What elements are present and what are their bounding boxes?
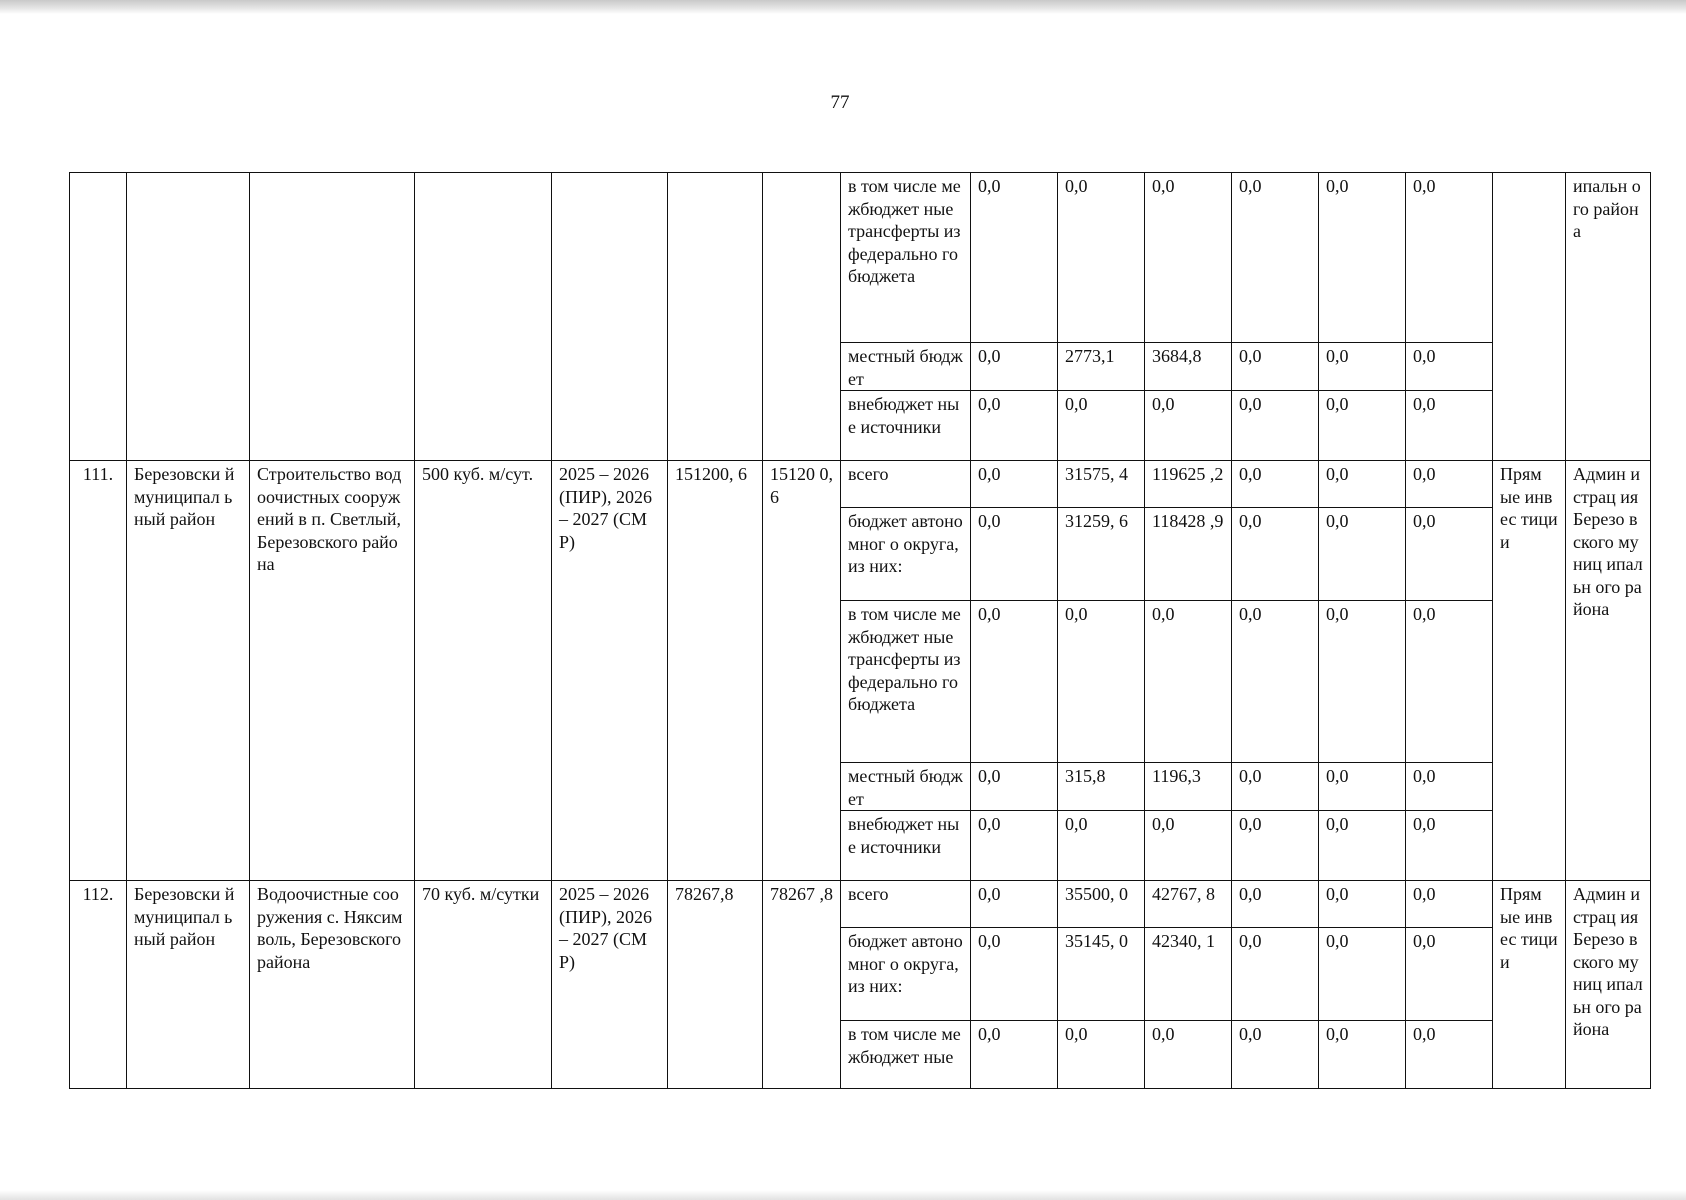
value-cell: 0,0 <box>1406 461 1493 508</box>
investment-table <box>69 172 1651 1089</box>
investment-form-cell: Прям ые инвес тици и <box>1493 461 1566 881</box>
value-cell: 3684,8 <box>1145 343 1232 391</box>
row-number-cell <box>70 173 127 461</box>
object-name-cell <box>250 173 415 461</box>
value-cell: 0,0 <box>1232 391 1319 461</box>
value-cell: 0,0 <box>1319 811 1406 881</box>
value-cell: 0,0 <box>1406 928 1493 1021</box>
capacity-cell: 500 куб. м/сут. <box>415 461 552 881</box>
period-cell: 2025 – 2026 (ПИР), 2026 – 2027 (СМР) <box>552 461 668 881</box>
value-cell: 0,0 <box>1406 508 1493 601</box>
district-cell: Березовски й муниципал ьный район <box>127 881 250 1089</box>
value-cell: 0,0 <box>1319 508 1406 601</box>
value-cell: 0,0 <box>1232 461 1319 508</box>
period-cell <box>552 173 668 461</box>
value-cell: 0,0 <box>1232 928 1319 1021</box>
funding-source-cell: внебюджет ные источники <box>841 811 971 881</box>
investment-form-cell <box>1493 173 1566 461</box>
value-cell: 0,0 <box>971 811 1058 881</box>
estimated-cost-cell: 78267,8 <box>668 881 763 1089</box>
value-cell: 0,0 <box>971 928 1058 1021</box>
funding-source-cell: бюджет автономног о округа, из них: <box>841 928 971 1021</box>
value-cell: 0,0 <box>971 881 1058 928</box>
value-cell: 0,0 <box>1145 173 1232 343</box>
value-cell: 0,0 <box>971 763 1058 811</box>
funding-source-cell: в том числе межбюджет ные <box>841 1021 971 1089</box>
capacity-cell <box>415 173 552 461</box>
value-cell: 0,0 <box>1319 391 1406 461</box>
value-cell: 0,0 <box>1145 601 1232 763</box>
value-cell: 315,8 <box>1058 763 1145 811</box>
estimated-cost-cell: 151200, 6 <box>668 461 763 881</box>
value-cell: 0,0 <box>1406 391 1493 461</box>
value-cell: 0,0 <box>971 1021 1058 1089</box>
value-cell: 0,0 <box>1145 391 1232 461</box>
value-cell: 0,0 <box>1319 763 1406 811</box>
value-cell: 1196,3 <box>1145 763 1232 811</box>
value-cell: 0,0 <box>971 461 1058 508</box>
value-cell: 0,0 <box>1232 173 1319 343</box>
funding-source-cell: местный бюджет <box>841 763 971 811</box>
value-cell: 0,0 <box>1058 601 1145 763</box>
value-cell: 0,0 <box>1232 763 1319 811</box>
value-cell: 0,0 <box>1232 343 1319 391</box>
funding-source-cell: всего <box>841 461 971 508</box>
value-cell: 0,0 <box>971 343 1058 391</box>
value-cell: 0,0 <box>971 508 1058 601</box>
value-cell: 0,0 <box>1319 928 1406 1021</box>
value-cell: 0,0 <box>1319 881 1406 928</box>
value-cell: 35145, 0 <box>1058 928 1145 1021</box>
value-cell: 2773,1 <box>1058 343 1145 391</box>
administrator-cell: ипальн ого района <box>1566 173 1651 461</box>
value-cell: 0,0 <box>1058 391 1145 461</box>
row-number-cell: 112. <box>70 881 127 1089</box>
funding-source-cell: в том числе межбюджет ные трансферты из федерально го бюджета <box>841 601 971 763</box>
capacity-cell: 70 куб. м/сутки <box>415 881 552 1089</box>
value-cell: 31575, 4 <box>1058 461 1145 508</box>
value-cell: 0,0 <box>971 391 1058 461</box>
value-cell: 42767, 8 <box>1145 881 1232 928</box>
row-number-cell: 111. <box>70 461 127 881</box>
value-cell: 31259, 6 <box>1058 508 1145 601</box>
table-row <box>70 173 1651 343</box>
investment-form-cell: Прям ые инвес тици и <box>1493 881 1566 1089</box>
value-cell: 0,0 <box>1232 601 1319 763</box>
scan-edge-bottom <box>0 1190 1686 1200</box>
value-cell: 0,0 <box>1319 1021 1406 1089</box>
total-cost-cell: 78267 ,8 <box>763 881 841 1089</box>
value-cell: 0,0 <box>971 173 1058 343</box>
value-cell: 0,0 <box>1319 461 1406 508</box>
value-cell: 42340, 1 <box>1145 928 1232 1021</box>
value-cell: 0,0 <box>1406 173 1493 343</box>
value-cell: 0,0 <box>1319 343 1406 391</box>
estimated-cost-cell <box>668 173 763 461</box>
value-cell: 0,0 <box>1319 173 1406 343</box>
district-cell: Березовски й муниципал ьный район <box>127 461 250 881</box>
funding-source-cell: всего <box>841 881 971 928</box>
page-number: 77 <box>830 92 850 113</box>
table-row <box>70 461 1651 508</box>
value-cell: 0,0 <box>1145 1021 1232 1089</box>
value-cell: 0,0 <box>1058 173 1145 343</box>
period-cell: 2025 – 2026 (ПИР), 2026 – 2027 (СМР) <box>552 881 668 1089</box>
district-cell <box>127 173 250 461</box>
value-cell: 0,0 <box>1406 763 1493 811</box>
scan-edge-top <box>0 0 1686 14</box>
value-cell: 0,0 <box>1232 508 1319 601</box>
value-cell: 118428 ,9 <box>1145 508 1232 601</box>
administrator-cell: Админ истрац ия Березо вского муниц ипальн ого района <box>1566 461 1651 881</box>
object-name-cell: Строительство водоочистных сооружений в п. Светлый, Березовского района <box>250 461 415 881</box>
value-cell: 0,0 <box>1058 1021 1145 1089</box>
funding-source-cell: в том числе межбюджет ные трансферты из федерально го бюджета <box>841 173 971 343</box>
value-cell: 0,0 <box>1406 601 1493 763</box>
value-cell: 0,0 <box>1406 343 1493 391</box>
total-cost-cell <box>763 173 841 461</box>
table-row <box>70 881 1651 928</box>
funding-source-cell: внебюджет ные источники <box>841 391 971 461</box>
value-cell: 0,0 <box>971 601 1058 763</box>
value-cell: 0,0 <box>1232 811 1319 881</box>
funding-source-cell: местный бюджет <box>841 343 971 391</box>
value-cell: 119625 ,2 <box>1145 461 1232 508</box>
value-cell: 0,0 <box>1232 881 1319 928</box>
object-name-cell: Водоочистные сооружения с. Няксимволь, Березовского района <box>250 881 415 1089</box>
value-cell: 0,0 <box>1058 811 1145 881</box>
value-cell: 0,0 <box>1406 881 1493 928</box>
value-cell: 35500, 0 <box>1058 881 1145 928</box>
value-cell: 0,0 <box>1319 601 1406 763</box>
funding-source-cell: бюджет автономног о округа, из них: <box>841 508 971 601</box>
value-cell: 0,0 <box>1145 811 1232 881</box>
total-cost-cell: 15120 0,6 <box>763 461 841 881</box>
value-cell: 0,0 <box>1232 1021 1319 1089</box>
value-cell: 0,0 <box>1406 1021 1493 1089</box>
administrator-cell: Админ истрац ия Березо вского муниц ипальн ого района <box>1566 881 1651 1089</box>
value-cell: 0,0 <box>1406 811 1493 881</box>
